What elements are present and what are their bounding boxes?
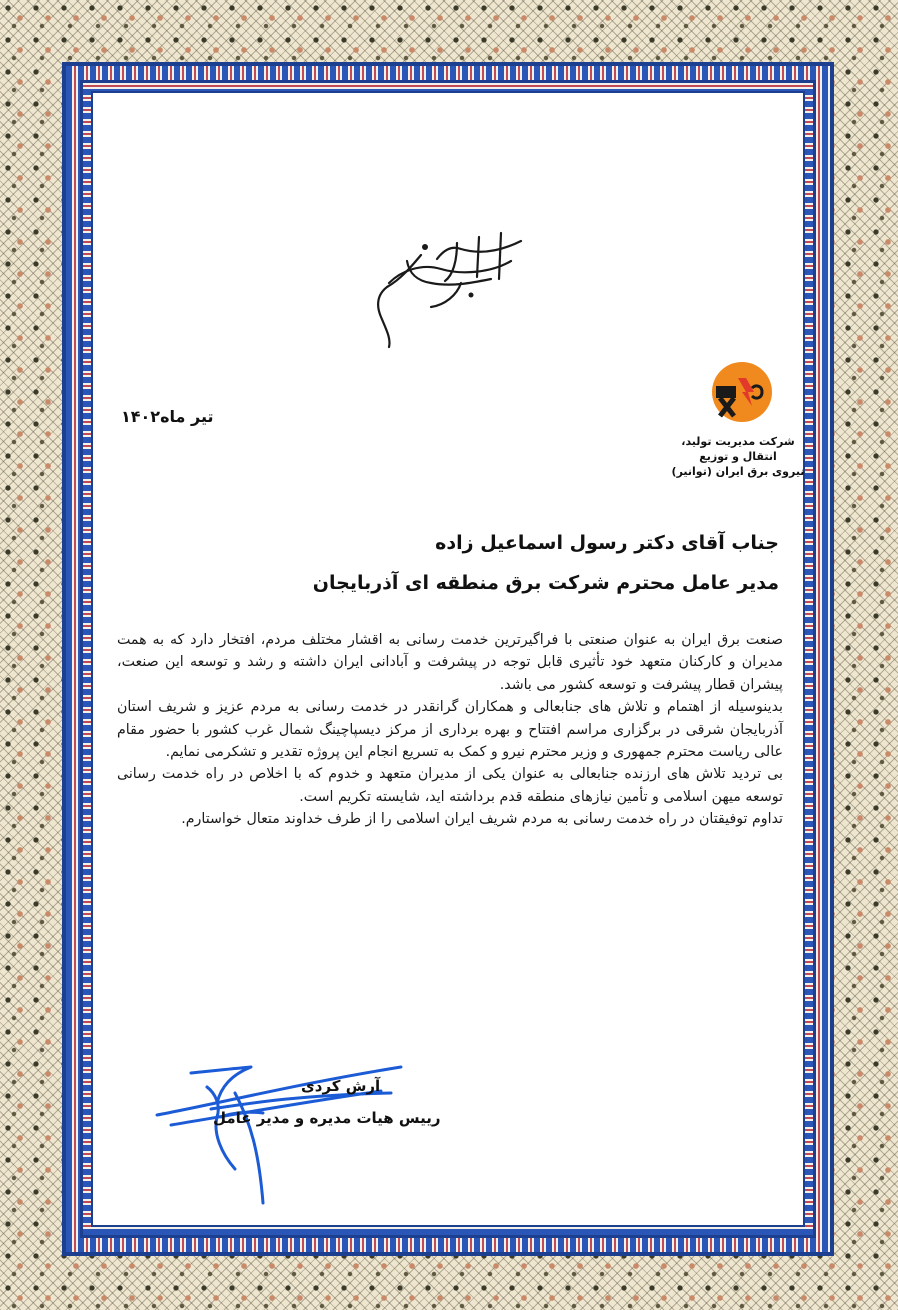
company-name-line1: شرکت مدیریت تولید، انتقال و توزیع [681, 435, 795, 463]
body-paragraph: بدینوسیله از اهتمام و تلاش های جنابعالی و همکاران گرانقدر در خدمت رسانی به مردم عزیز و شریف استان آذربایجان شرقی در برگزاری مراسم افتتاح و بهره برداری از مرکز دیسپاچینگ شمال غرب کشور با حضور مقام عالی ریاست محترم جمهوری و وزیر محترم نیرو و کمک به تسریع انجام این پروژه تقدیر و تشکرمی نمایم. [117, 699, 783, 761]
body-paragraph: صنعت برق ایران به عنوان صنعتی با فراگیرترین خدمت رسانی به اقشار مختلف مردم، افتخار دارد که به همت مدیران و کارکنان متعهد خود تأثیری قابل توجه در پیشرفت و آبادانی ایران داشته و رشد و توسعه این صنعت، پیشران قطار پیشرفت و توسعه کشور می باشد. [117, 632, 783, 693]
recipient-name: جناب آقای دکتر رسول اسماعیل زاده [435, 532, 779, 554]
body-paragraph: تداوم توفیقتان در راه خدمت رسانی به مردم شریف ایران اسلامی را از طرف خداوند متعال خواستارم. [181, 811, 783, 828]
company-logo-block [663, 358, 813, 479]
letter-body [117, 629, 783, 831]
company-name-line2: نیروی برق ایران (توانیر) [671, 465, 805, 478]
signer-name: آرش کردی [301, 1077, 381, 1095]
decorative-border [62, 62, 834, 1256]
basmala-calligraphy-icon [361, 221, 531, 351]
signature-block [151, 1053, 451, 1223]
body-paragraph: بی تردید تلاش های ارزنده جنابعالی به عنوان یکی از مدیران متعهد و خدوم که با اخلاص در راه خدمت رسانی توسعه میهن اسلامی و تأمین نیازهای منطقه قدم برداشته اید، شایسته تکریم است. [117, 766, 783, 805]
recipient-block [179, 523, 779, 603]
tavanir-logo-icon [702, 358, 774, 430]
letter-paper [91, 91, 805, 1227]
signer-title: رییس هیات مدیره و مدیر عامل [213, 1109, 441, 1127]
letter-date: تیر ماه۱۴۰۲ [121, 407, 214, 426]
recipient-title: مدیر عامل محترم شرکت برق منطقه ای آذربایجان [312, 572, 779, 594]
